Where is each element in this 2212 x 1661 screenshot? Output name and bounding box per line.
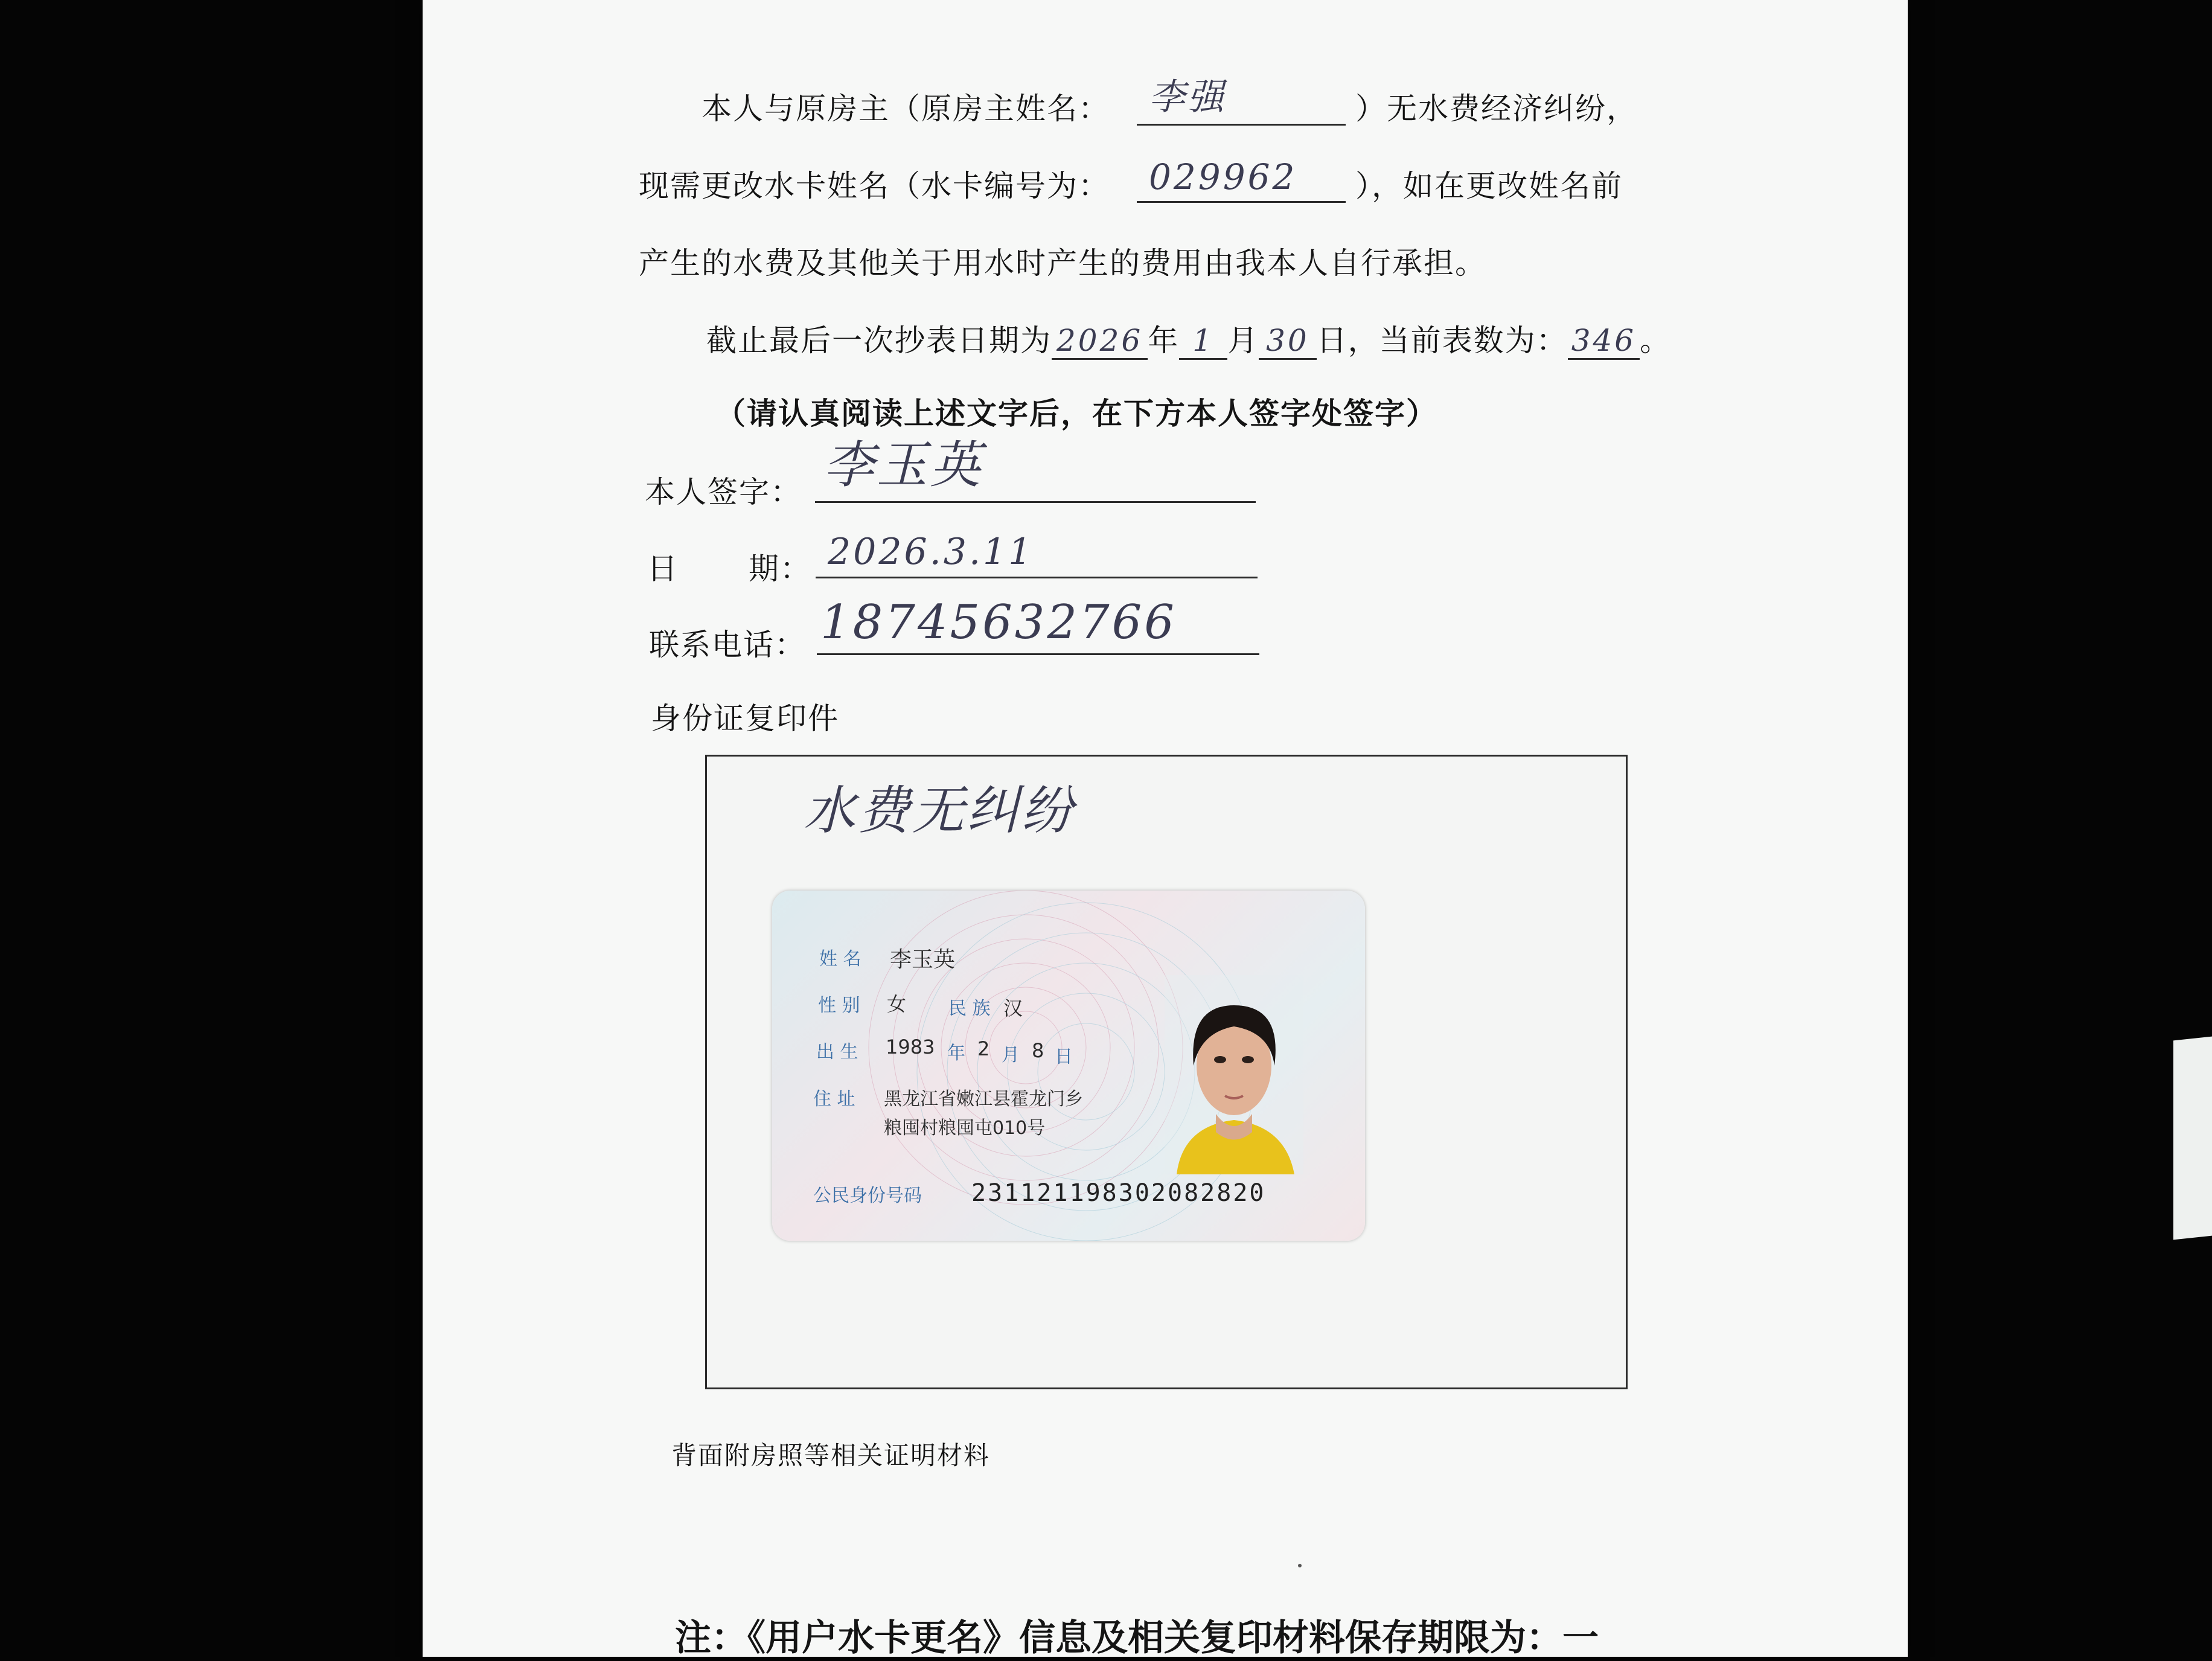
reading-month-handwriting: 1 xyxy=(1179,323,1227,360)
signature-blank xyxy=(815,435,1256,503)
paragraph-line-3 xyxy=(639,239,1486,283)
reading-end: 。 xyxy=(1640,323,1672,358)
reading-year-unit: 年 xyxy=(1148,323,1180,358)
paragraph-text-5: 产生的水费及其他关于用水时产生的费用由我本人自行承担。 xyxy=(639,246,1486,281)
sex-label: 性 别 xyxy=(818,995,860,1016)
id-card xyxy=(772,891,1365,1241)
adjacent-paper-edge xyxy=(2173,1037,2212,1240)
id-number-label: 公民身份号码 xyxy=(813,1185,922,1206)
no-dispute-handwritten-note: 水费无纠纷 xyxy=(804,781,1075,841)
reading-day-unit: 日，当前表数为： xyxy=(1316,323,1568,358)
date-blank xyxy=(816,525,1258,578)
paragraph-text-2: ）无水费经济纠纷， xyxy=(1355,91,1638,126)
birth-year: 1983 xyxy=(886,1035,935,1058)
signature-handwriting: 李玉英 xyxy=(823,435,983,494)
card-number-handwriting: 029962 xyxy=(1149,156,1297,197)
paper-speck xyxy=(1298,1564,1302,1567)
form-paper xyxy=(423,0,1908,1657)
reading-month-unit: 月 xyxy=(1227,323,1259,358)
date-handwriting: 2026.3.11 xyxy=(828,531,1034,573)
birth-day-unit: 日 xyxy=(1055,1046,1073,1067)
birth-month-unit: 月 xyxy=(1002,1045,1020,1066)
birth-year-unit: 年 xyxy=(947,1043,965,1064)
birth-day: 8 xyxy=(1032,1039,1044,1062)
address-label: 住 址 xyxy=(813,1089,855,1110)
paragraph-text-4: ），如在更改姓名前 xyxy=(1355,168,1623,203)
phone-label: 联系电话： xyxy=(649,627,806,662)
sex-value: 女 xyxy=(887,993,907,1016)
reading-day-handwriting: 30 xyxy=(1259,323,1317,360)
ethnicity-label: 民 族 xyxy=(948,998,991,1019)
paragraph-text-1: 本人与原房主（原房主姓名： xyxy=(702,91,1110,126)
id-section-title: 身份证复印件 xyxy=(651,701,839,736)
ethnicity-value: 汉 xyxy=(1003,997,1023,1020)
reading-prefix: 截止最后一次抄表日期为 xyxy=(706,323,1052,358)
birth-label: 出 生 xyxy=(816,1042,858,1063)
id-number-value: 231121198302082820 xyxy=(971,1179,1266,1207)
paragraph-line-1b xyxy=(1355,85,1638,128)
address-line-2: 粮囤村粮囤屯010号 xyxy=(884,1118,1046,1139)
name-value: 李玉英 xyxy=(890,947,956,972)
card-number-blank xyxy=(1137,156,1346,203)
paragraph-line-2b xyxy=(1355,162,1623,205)
back-note: 背面附房照等相关证明材料 xyxy=(671,1441,991,1470)
paragraph-line-2 xyxy=(639,162,1110,205)
phone-handwriting: 18745632766 xyxy=(820,595,1177,650)
meter-value-handwriting: 346 xyxy=(1568,323,1640,360)
reading-year-handwriting: 2026 xyxy=(1052,323,1148,360)
owner-name-handwriting: 李强 xyxy=(1149,76,1226,118)
id-copy-frame xyxy=(705,755,1628,1389)
owner-name-blank xyxy=(1137,78,1346,126)
id-photo xyxy=(1165,975,1303,1174)
retention-note: 注：《用户水卡更名》信息及相关复印材料保存期限为：一 xyxy=(675,1617,1599,1659)
paragraph-text-3: 现需更改水卡姓名（水卡编号为： xyxy=(639,168,1110,203)
instruction-text: （请认真阅读上述文字后，在下方本人签字处签字） xyxy=(715,396,1437,431)
date-label-1: 日 xyxy=(647,551,679,586)
phone-blank xyxy=(817,592,1259,655)
birth-month: 2 xyxy=(977,1037,990,1060)
meter-reading-line xyxy=(706,316,1671,360)
name-label: 姓 名 xyxy=(819,949,861,970)
signature-label: 本人签字： xyxy=(645,475,802,510)
date-label-2: 期： xyxy=(749,551,811,586)
paragraph-line-1 xyxy=(702,85,1110,128)
address-line-1: 黑龙江省嫩江县霍龙门乡 xyxy=(884,1089,1083,1110)
